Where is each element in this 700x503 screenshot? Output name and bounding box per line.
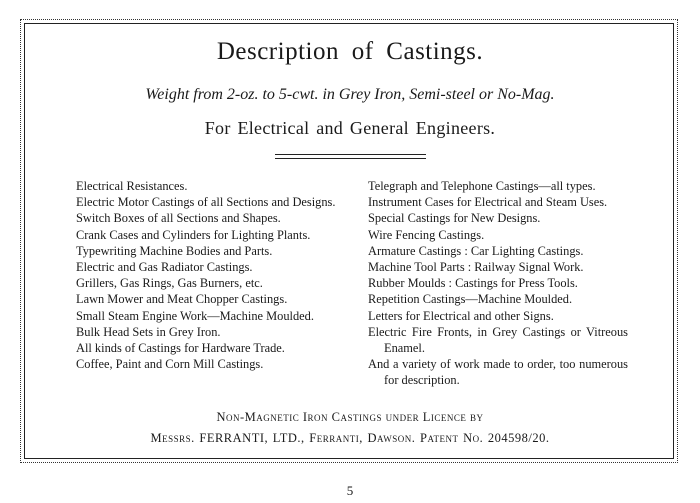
page-title: Description of Castings. [216,38,484,65]
list-item: Rubber Moulds : Castings for Press Tools. [368,276,578,291]
list-item: Telegraph and Telephone Castings—all types. [368,179,596,193]
list-item: Electric and Gas Radiator Castings. [76,260,253,275]
castings-list-right [368,178,628,389]
list-item: Crank Cases and Cylinders for Lighting Plants. [76,227,311,242]
page-number: 5 [346,483,354,498]
licence-holder: Messrs. FERRANTI, LTD., Ferranti, Dawson. Patent No. 204598/20. [150,431,550,445]
list-item: Repetition Castings—Machine Moulded. [368,292,573,307]
list-item: Bulk Head Sets in Grey Iron. [76,324,221,339]
list-item: Coffee, Paint and Corn Mill Castings. [76,357,264,372]
list-item: Machine Tool Parts : Railway Signal Work. [368,260,584,275]
list-item: Electric Motor Castings of all Sections and Designs. [76,195,336,210]
list-item: Instrument Cases for Electrical and Steam Uses. [368,195,608,210]
list-item: And a variety of work made to order, too numerous for description. [368,357,628,388]
list-item: Lawn Mower and Meat Chopper Castings. [76,292,288,307]
list-item: All kinds of Castings for Hardware Trade. [76,341,285,356]
list-item: Special Castings for New Designs. [368,211,541,226]
licence-notice: Non-Magnetic Iron Castings under Licence by [216,410,484,424]
section-heading: For Electrical and General Engineers. [204,118,496,138]
list-item: Switch Boxes of all Sections and Shapes. [76,211,281,226]
list-item: Small Steam Engine Work—Machine Moulded. [76,308,314,323]
double-rule-divider [275,154,426,159]
list-item: Grillers, Gas Rings, Gas Burners, etc. [76,276,263,291]
castings-list-left [76,178,346,372]
list-item: Typewriting Machine Bodies and Parts. [76,243,273,258]
list-item: Wire Fencing Castings. [368,227,485,242]
list-item: Electric Fire Fronts, in Grey Castings or Vitreous Enamel. [368,324,628,356]
list-item: Armature Castings : Car Lighting Castings. [368,243,584,258]
page-subtitle: Weight from 2-oz. to 5-cwt. in Grey Iron, Semi-steel or No-Mag. [145,86,555,103]
list-item: Electrical Resistances. [76,179,188,193]
list-item: Letters for Electrical and other Signs. [368,308,554,323]
